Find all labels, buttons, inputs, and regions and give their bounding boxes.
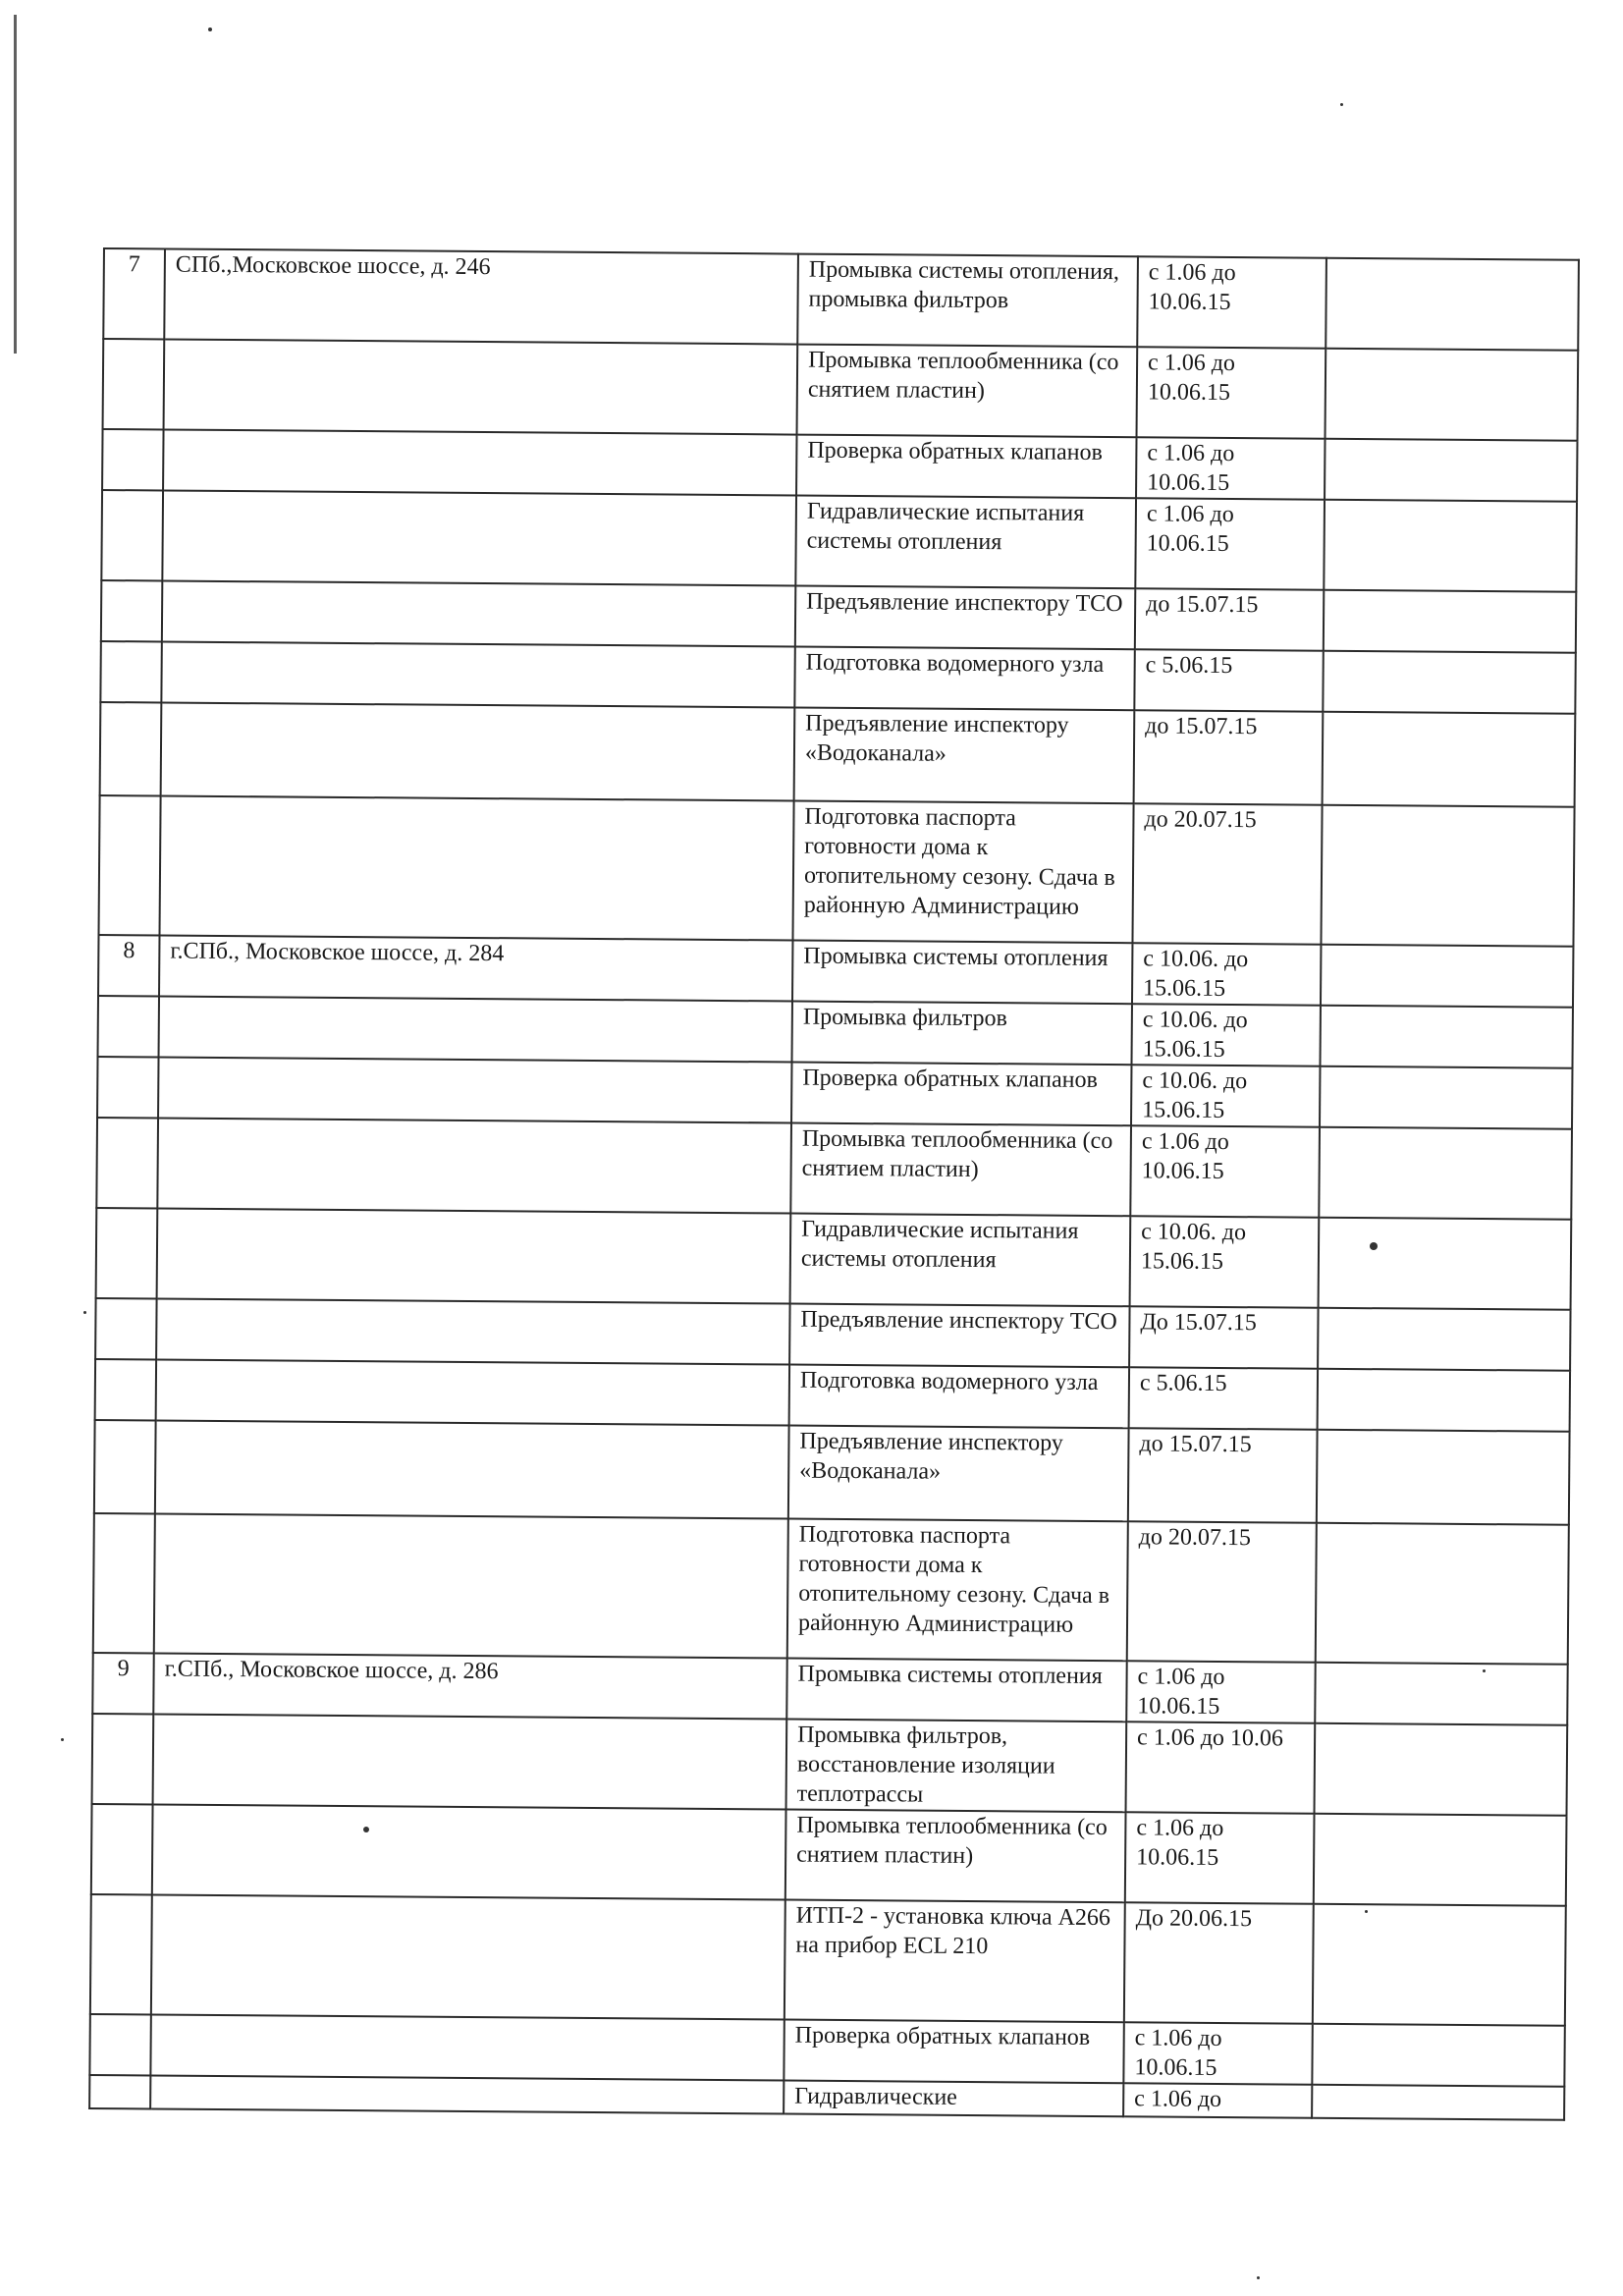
period-cell: с 5.06.15 [1134, 649, 1323, 712]
work-description-cell: Подготовка паспорта готовности дома к отопительному сезону. Сдача в районную Администрацию [787, 1519, 1128, 1662]
note-cell [1315, 1663, 1567, 1725]
note-cell [1320, 1006, 1572, 1068]
row-number-cell [91, 1804, 153, 1894]
work-description-cell: Проверка обратных клапанов [784, 2020, 1123, 2084]
row-number-cell [103, 339, 165, 429]
period-cell: До 15.07.15 [1129, 1306, 1318, 1369]
note-cell [1314, 1814, 1567, 1906]
work-description-cell: Подготовка водомерного узла [794, 647, 1134, 711]
period-cell: с 1.06 до 10.06.15 [1137, 347, 1326, 439]
work-description-cell: Предъявление инспектору «Водоканала» [794, 708, 1135, 804]
work-description-cell: Гидравлические испытания системы отопления [795, 496, 1136, 589]
row-number-cell [90, 1894, 152, 2014]
table-row [94, 1420, 1570, 1525]
address-cell [154, 1513, 788, 1658]
table-row [91, 1804, 1567, 1906]
work-description-cell: Предъявление инспектору ТСО [795, 586, 1135, 650]
period-cell: с 10.06. до 15.06.15 [1130, 1216, 1320, 1308]
scan-speck [363, 1827, 369, 1832]
address-cell [152, 1804, 786, 1899]
period-cell: с 1.06 до 10.06.15 [1130, 1125, 1320, 1218]
scan-speck [1370, 1242, 1378, 1250]
work-description-cell: Гидравлические [784, 2081, 1123, 2117]
note-cell [1324, 500, 1577, 592]
row-number-cell [96, 1208, 158, 1298]
work-description-cell: Промывка системы отопления [792, 941, 1132, 1005]
period-cell: до 20.07.15 [1132, 803, 1322, 945]
table-row [101, 580, 1576, 653]
table-row [92, 1653, 1567, 1725]
note-cell [1315, 1723, 1568, 1816]
note-cell [1318, 1369, 1570, 1432]
row-number-cell [93, 1513, 155, 1653]
note-cell [1321, 805, 1574, 947]
table-row [101, 490, 1577, 592]
table-row [96, 1208, 1572, 1310]
period-cell: с 1.06 до 10.06.15 [1136, 437, 1325, 500]
work-description-cell: Промывка системы отопления [786, 1659, 1126, 1722]
row-number-cell: 9 [92, 1653, 153, 1714]
table-row [97, 1057, 1572, 1129]
row-number-cell [89, 2014, 150, 2075]
row-number-cell [102, 429, 163, 490]
note-cell [1317, 1430, 1570, 1525]
note-cell [1320, 1066, 1572, 1129]
row-number-cell: 7 [103, 248, 165, 339]
address-cell [162, 580, 795, 646]
address-cell [150, 2075, 784, 2113]
row-number-cell [100, 702, 162, 795]
period-cell: с 1.06 до 10.06 [1126, 1722, 1316, 1814]
address-cell [156, 1298, 789, 1364]
note-cell [1323, 712, 1576, 807]
period-cell: с 1.06 до 10.06.15 [1125, 1812, 1315, 1904]
table-row [95, 1359, 1570, 1432]
row-number-cell [95, 1359, 156, 1420]
note-cell [1325, 349, 1579, 441]
address-cell [161, 641, 794, 707]
work-description-cell: Промывка теплообменника (со снятием пластин) [790, 1123, 1131, 1217]
period-cell: с 10.06. до 15.06.15 [1132, 943, 1321, 1006]
row-number-cell: 8 [98, 935, 159, 996]
table-row [90, 1894, 1566, 2026]
address-cell [163, 429, 796, 495]
row-number-cell [97, 1057, 158, 1118]
period-cell: до 15.07.15 [1134, 710, 1324, 805]
address-cell [161, 702, 795, 800]
table-row [92, 1714, 1568, 1816]
period-cell: до 15.07.15 [1135, 588, 1324, 651]
period-cell: с 1.06 до 10.06.15 [1123, 2022, 1312, 2085]
address-cell [158, 1057, 791, 1122]
work-description-cell: Промывка фильтров [792, 1002, 1132, 1066]
period-cell: с 10.06. до 15.06.15 [1131, 1004, 1320, 1066]
table-row [98, 996, 1573, 1068]
period-cell: с 5.06.15 [1129, 1367, 1318, 1430]
scan-speck [1340, 103, 1343, 106]
works-table-body [89, 248, 1579, 2120]
period-cell: с 1.06 до 10.06.15 [1126, 1661, 1315, 1723]
table-row [93, 1513, 1569, 1665]
work-description-cell: Промывка фильтров, восстановление изоляции теплотрассы [786, 1720, 1127, 1813]
table-row [103, 248, 1579, 351]
table-row [98, 935, 1573, 1008]
scan-speck [1365, 1910, 1368, 1913]
table-row [99, 795, 1575, 947]
note-cell [1325, 439, 1577, 502]
row-number-cell [94, 1420, 156, 1513]
period-cell: До 20.06.15 [1124, 1902, 1314, 2024]
work-description-cell: Предъявление инспектору ТСО [789, 1304, 1129, 1368]
table-row [100, 702, 1576, 807]
scan-speck [1483, 1669, 1486, 1672]
row-number-cell [98, 996, 159, 1057]
table-row [103, 339, 1579, 441]
address-cell [160, 795, 794, 940]
address-cell [153, 1714, 787, 1809]
row-number-cell [101, 490, 163, 580]
row-number-cell [96, 1118, 158, 1208]
scan-speck [208, 27, 212, 31]
note-cell [1318, 1308, 1570, 1371]
period-cell: до 15.07.15 [1128, 1428, 1318, 1523]
work-description-cell: Гидравлические испытания системы отопления [790, 1214, 1131, 1307]
address-cell [155, 1420, 789, 1518]
note-cell [1312, 2085, 1564, 2120]
address-cell: СПб.,Московское шоссе, д. 246 [164, 248, 798, 344]
address-cell [151, 1894, 785, 2019]
address-cell [157, 1208, 791, 1303]
period-cell: с 1.06 до [1123, 2083, 1312, 2118]
note-cell [1313, 1904, 1566, 2026]
address-cell [159, 996, 792, 1062]
row-number-cell [99, 795, 161, 935]
scan-edge [14, 15, 17, 354]
period-cell: с 1.06 до 10.06.15 [1137, 256, 1326, 349]
note-cell [1316, 1523, 1569, 1665]
period-cell: с 10.06. до 15.06.15 [1131, 1065, 1320, 1127]
works-table [88, 247, 1580, 2121]
work-description-cell: Подготовка паспорта готовности дома к отопительному сезону. Сдача в районную Администрацию [792, 801, 1133, 944]
note-cell [1325, 258, 1579, 351]
address-cell [157, 1118, 791, 1213]
address-cell: г.СПб., Московское шоссе, д. 284 [159, 935, 792, 1001]
work-description-cell: Промывка теплообменника (со снятием пластин) [785, 1810, 1126, 1903]
table-row [100, 641, 1575, 714]
period-cell: с 1.06 до 10.06.15 [1135, 498, 1325, 590]
address-cell [150, 2014, 784, 2080]
row-number-cell [95, 1298, 156, 1359]
work-description-cell: Проверка обратных клапанов [796, 435, 1136, 499]
note-cell [1324, 590, 1576, 653]
work-description-cell: Проверка обратных клапанов [791, 1063, 1131, 1126]
note-cell [1319, 1127, 1572, 1220]
row-number-cell [92, 1714, 154, 1804]
work-description-cell: ИТП-2 - установка ключа А266 на прибор ECL 210 [784, 1900, 1125, 2023]
table-row [89, 2014, 1564, 2087]
address-cell [164, 339, 798, 434]
note-cell [1323, 651, 1575, 714]
work-description-cell: Подготовка водомерного узла [789, 1365, 1129, 1429]
row-number-cell [89, 2075, 150, 2108]
row-number-cell [100, 641, 161, 702]
row-number-cell [101, 580, 162, 641]
note-cell [1321, 945, 1573, 1008]
work-description-cell: Предъявление инспектору «Водоканала» [788, 1426, 1129, 1522]
table-row [102, 429, 1577, 502]
scan-speck [1257, 2276, 1260, 2279]
note-cell [1319, 1218, 1572, 1310]
scan-speck [83, 1311, 86, 1314]
work-description-cell: Промывка теплообменника (со снятием пластин) [797, 345, 1138, 438]
table-row [95, 1298, 1570, 1371]
address-cell [162, 490, 796, 585]
work-description-cell: Промывка системы отопления, промывка фильтров [797, 254, 1138, 348]
period-cell: до 20.07.15 [1127, 1521, 1317, 1663]
note-cell [1312, 2024, 1564, 2087]
table-row [96, 1118, 1572, 1220]
address-cell: г.СПб., Московское шоссе, д. 286 [153, 1653, 786, 1719]
address-cell [156, 1359, 789, 1425]
scan-speck [61, 1738, 64, 1741]
